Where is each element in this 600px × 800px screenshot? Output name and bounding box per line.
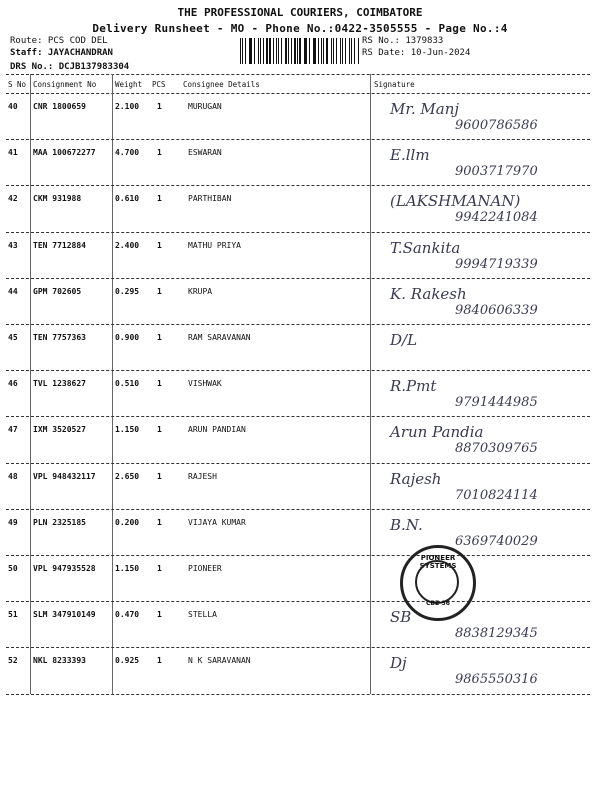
barcode-bar — [304, 38, 305, 64]
row-pcs: 1 — [157, 471, 162, 481]
col-weight: Weight — [115, 80, 143, 89]
barcode-bar — [288, 38, 289, 64]
row-weight: 0.900 — [115, 333, 140, 342]
staff-label: Staff: JAYACHANDRAN — [10, 48, 113, 58]
barcode-bar — [260, 38, 261, 64]
row-consignee: MURUGAN — [188, 102, 222, 111]
row-consignee: MATHU PRIYA — [188, 240, 241, 250]
rs-number: RS No.: 1379833 — [362, 36, 444, 46]
barcode-bar — [321, 38, 322, 64]
barcode-bar — [254, 38, 255, 64]
barcode-bar — [305, 38, 307, 64]
row-sno: 51 — [8, 610, 18, 620]
row-signature-phone: 9840606339 — [455, 302, 538, 318]
row-weight: 0.295 — [115, 286, 140, 296]
row-consignee: RAM SARAVANAN — [188, 333, 251, 342]
row-signature: SB — [390, 608, 412, 627]
rs-date: RS Date: 10-Jun-2024 — [362, 48, 471, 58]
row-consignee: N K SARAVANAN — [188, 656, 251, 666]
row-consignee: ARUN PANDIAN — [188, 425, 246, 435]
row-divider — [6, 278, 590, 279]
row-pcs: 1 — [157, 425, 162, 435]
row-weight: 1.150 — [115, 564, 140, 573]
row-consignee: STELLA — [188, 610, 217, 620]
col-consignment: Consignment No — [33, 80, 97, 89]
barcode-bar — [250, 38, 252, 64]
row-signature-phone: 9942241084 — [455, 210, 538, 226]
row-sno: 42 — [8, 194, 18, 204]
row-consignment-no: CNR 1800659 — [33, 102, 86, 111]
row-consignment-no: PLN 2325185 — [33, 517, 86, 527]
row-consignment-no: VPL 948432117 — [33, 471, 96, 481]
row-sno: 44 — [8, 286, 18, 296]
row-pcs: 1 — [157, 286, 162, 296]
barcode-bar — [249, 38, 250, 64]
row-consignee: PARTHIBAN — [188, 194, 232, 204]
row-weight: 0.470 — [115, 610, 140, 620]
row-sno: 48 — [8, 471, 18, 481]
row-consignment-no: TEN 7757363 — [33, 333, 86, 342]
row-weight: 2.100 — [115, 102, 140, 111]
col-signature: Signature — [374, 80, 415, 89]
row-signature-phone: 7010824114 — [455, 487, 538, 503]
row-signature-phone: 9994719339 — [455, 256, 538, 272]
barcode-bar — [309, 38, 310, 64]
row-pcs: 1 — [157, 240, 162, 250]
barcode-bar — [349, 38, 351, 64]
barcode-bar — [299, 38, 300, 64]
row-signature: E.llm — [390, 146, 430, 165]
barcode-bar — [291, 38, 292, 64]
row-consignment-no: MAA 100672277 — [33, 148, 96, 158]
barcode-bar — [263, 38, 264, 64]
row-signature: Mr. Manj — [390, 100, 460, 118]
row-signature: B.N. — [390, 515, 423, 534]
barcode-bar — [318, 38, 319, 64]
row-weight: 0.610 — [115, 194, 140, 204]
row-divider — [6, 232, 590, 233]
row-consignment-no: GPM 702605 — [33, 286, 82, 296]
row-signature: D/L — [390, 331, 418, 349]
row-signature: Dj — [390, 654, 407, 673]
row-consignee: VISHWAK — [188, 379, 222, 389]
barcode-bar — [340, 38, 341, 64]
header-bottom-rule — [6, 93, 590, 94]
col-sno: S No — [8, 80, 27, 89]
row-signature-phone: 8838129345 — [455, 626, 538, 642]
barcode-bar — [242, 38, 243, 64]
barcode-bar — [240, 38, 241, 64]
row-divider — [6, 324, 590, 325]
header-top-rule — [6, 74, 590, 75]
row-signature-phone: 8870309765 — [455, 441, 538, 457]
row-sno: 45 — [8, 333, 18, 342]
row-signature-phone: 9600786586 — [455, 118, 538, 133]
row-signature: T.Sankita — [390, 238, 461, 257]
row-weight: 0.200 — [115, 517, 140, 527]
page-title: THE PROFESSIONAL COURIERS, COIMBATORE — [177, 6, 423, 19]
barcode-bar — [333, 38, 334, 64]
row-signature-phone: 9791444985 — [455, 395, 538, 411]
row-sno: 52 — [8, 656, 18, 666]
row-pcs: 1 — [157, 517, 162, 527]
barcode-bar — [342, 38, 343, 64]
barcode-bar — [314, 38, 315, 64]
row-signature: (LAKSHMANAN) — [390, 192, 521, 211]
row-sno: 50 — [8, 564, 18, 573]
row-pcs: 1 — [157, 610, 162, 620]
barcode — [240, 38, 360, 64]
runsheet-subtitle: Delivery Runsheet - MO - Phone No.:0422-3505555 - Page No.:4 — [92, 22, 508, 35]
row-divider — [6, 139, 590, 140]
row-weight: 0.925 — [115, 656, 140, 666]
barcode-bar — [331, 38, 332, 64]
col-pcs: PCS — [152, 80, 166, 89]
row-consignee: KRUPA — [188, 286, 213, 296]
barcode-bar — [278, 38, 279, 64]
row-consignment-no: VPL 947935528 — [33, 564, 96, 573]
row-consignee: ESWARAN — [188, 148, 222, 158]
barcode-bar — [266, 38, 267, 64]
row-consignment-no: SLM 347910149 — [33, 610, 96, 620]
row-sno: 49 — [8, 517, 18, 527]
barcode-bar — [354, 38, 355, 64]
row-divider — [6, 370, 590, 371]
row-consignee: VIJAYA KUMAR — [188, 517, 246, 527]
row-pcs: 1 — [157, 564, 162, 573]
row-pcs: 1 — [157, 379, 162, 389]
row-consignment-no: NKL 8233393 — [33, 656, 86, 666]
company-seal — [400, 545, 476, 621]
row-weight: 0.510 — [115, 379, 140, 389]
row-divider — [6, 694, 590, 695]
row-divider — [6, 463, 590, 464]
row-consignee: RAJESH — [188, 471, 217, 481]
barcode-bar — [297, 38, 298, 64]
row-divider — [6, 416, 590, 417]
drs-number: DRS No.: DCJB137983304 — [10, 62, 130, 72]
barcode-bar — [351, 38, 352, 64]
row-consignment-no: TEN 7712884 — [33, 240, 86, 250]
row-divider — [6, 647, 590, 648]
row-pcs: 1 — [157, 656, 162, 666]
row-consignment-no: IXM 3520527 — [33, 425, 86, 435]
seal-inner-ring — [415, 560, 459, 604]
row-sno: 40 — [8, 102, 18, 111]
barcode-bar — [358, 38, 359, 64]
barcode-bar — [273, 38, 274, 64]
row-weight: 1.150 — [115, 425, 140, 435]
row-consignment-no: TVL 1238627 — [33, 379, 86, 389]
barcode-bar — [269, 38, 271, 64]
row-divider — [6, 601, 590, 602]
row-pcs: 1 — [157, 194, 162, 204]
row-sno: 47 — [8, 425, 18, 435]
row-signature: Arun Pandia — [390, 423, 484, 442]
row-signature-phone: 9003717970 — [455, 164, 538, 180]
row-pcs: 1 — [157, 148, 162, 158]
seal-top-text: PIONEER SYSTEMS — [419, 554, 457, 570]
barcode-bar — [285, 38, 287, 64]
barcode-bar — [326, 38, 328, 64]
barcode-bar — [345, 38, 346, 64]
row-signature-phone: 9865550316 — [455, 672, 538, 688]
row-signature: Rajesh — [390, 469, 442, 488]
barcode-bar — [258, 38, 259, 64]
row-divider — [6, 555, 590, 556]
barcode-bar — [336, 38, 337, 64]
row-signature-phone: 6369740029 — [455, 533, 538, 549]
row-weight: 2.400 — [115, 240, 140, 250]
row-signature: R.Pmt — [390, 377, 437, 396]
row-divider — [6, 185, 590, 186]
row-sno: 43 — [8, 240, 18, 250]
row-sno: 41 — [8, 148, 18, 158]
route-label: Route: PCS COD DEL — [10, 36, 108, 46]
row-sno: 46 — [8, 379, 18, 389]
row-consignment-no: CKM 931988 — [33, 194, 82, 204]
col-consignee: Consignee Details — [183, 80, 260, 89]
row-pcs: 1 — [157, 102, 162, 111]
row-signature: K. Rakesh — [390, 284, 467, 303]
barcode-bar — [294, 38, 295, 64]
row-weight: 4.700 — [115, 148, 140, 158]
barcode-bar — [245, 38, 246, 64]
barcode-bar — [281, 38, 282, 64]
row-consignee: PIONEER — [188, 564, 222, 573]
row-weight: 2.650 — [115, 471, 140, 481]
row-divider — [6, 509, 590, 510]
barcode-bar — [276, 38, 277, 64]
barcode-bar — [313, 38, 314, 64]
barcode-bar — [323, 38, 324, 64]
row-pcs: 1 — [157, 333, 162, 342]
seal-bottom-text: CBE-36 — [426, 600, 450, 607]
